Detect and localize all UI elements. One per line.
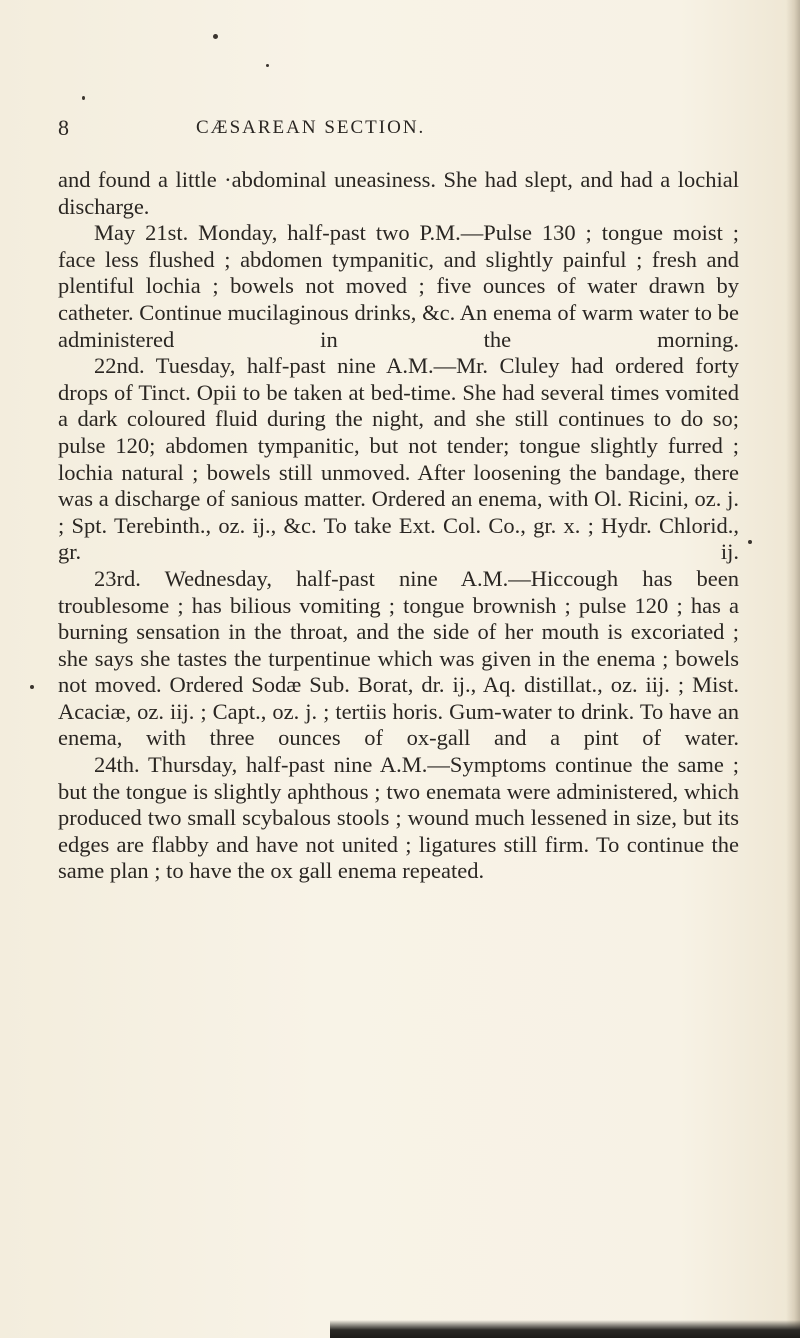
paragraph-may-21: May 21st. Monday, half-past two P.M.—Pulse 130 ; tongue moist ; face less flushed ; abdomen tympanitic, and slightly painful ; fresh and plentiful lochia ; bowels not moved ; five ounces of water drawn by catheter. Continue mucilaginous drinks, &c. An enema of warm water to be administered in the morning. [58, 220, 739, 352]
ink-speck [748, 540, 752, 544]
running-head: CÆSAREAN SECTION. [196, 117, 426, 138]
ink-speck [213, 34, 218, 39]
page-header [58, 115, 738, 145]
paragraph-continuation: and found a little ·abdominal uneasiness. She had slept, and had a lochial discharge. [58, 167, 739, 219]
page-edge-shadow [786, 0, 800, 1338]
paragraph-may-22: 22nd. Tuesday, half-past nine A.M.—Mr. Cluley had ordered forty drops of Tinct. Opii to be taken at bed-time. She had several times vomited a dark coloured fluid during the night, and she still continues to do so; pulse 120; abdomen tympanitic, but not tender; tongue slightly furred ; lochia natural ; bowels still unmoved. After loosening the bandage, there was a discharge of sanious matter. Ordered an enema, with Ol. Ricini, oz. j. ; Spt. Terebinth., oz. ij., &c. To take Ext. Col. Co., gr. x. ; Hydr. Chlorid., gr. ij. [58, 353, 739, 565]
ink-speck [30, 685, 34, 689]
page-number: 8 [58, 115, 70, 140]
body-text [58, 167, 739, 885]
page-bottom-shadow [330, 1320, 800, 1338]
paragraph-may-23: 23rd. Wednesday, half-past nine A.M.—Hiccough has been troublesome ; has bilious vomiting ; tongue brownish ; pulse 120 ; has a burning sensation in the throat, and the side of her mouth is excoriated ; she says she tastes the turpentinue which was given in the enema ; bowels not moved. Ordered Sodæ Sub. Borat, dr. ij., Aq. distillat., oz. iij. ; Mist. Acaciæ, oz. iij. ; Capt., oz. j. ; tertiis horis. Gum-water to drink. To have an enema, with three ounces of ox-gall and a pint of water. [58, 565, 739, 751]
paragraph-may-24: 24th. Thursday, half-past nine A.M.—Symptoms continue the same ; but the tongue is slightly aphthous ; two enemata were administered, which produced two small scybalous stools ; wound much lessened in size, but its edges are flabby and have not united ; ligatures still firm. To continue the same plan ; to have the ox gall enema repeated. [58, 752, 739, 884]
ink-speck [82, 96, 85, 100]
ink-speck [266, 64, 269, 67]
